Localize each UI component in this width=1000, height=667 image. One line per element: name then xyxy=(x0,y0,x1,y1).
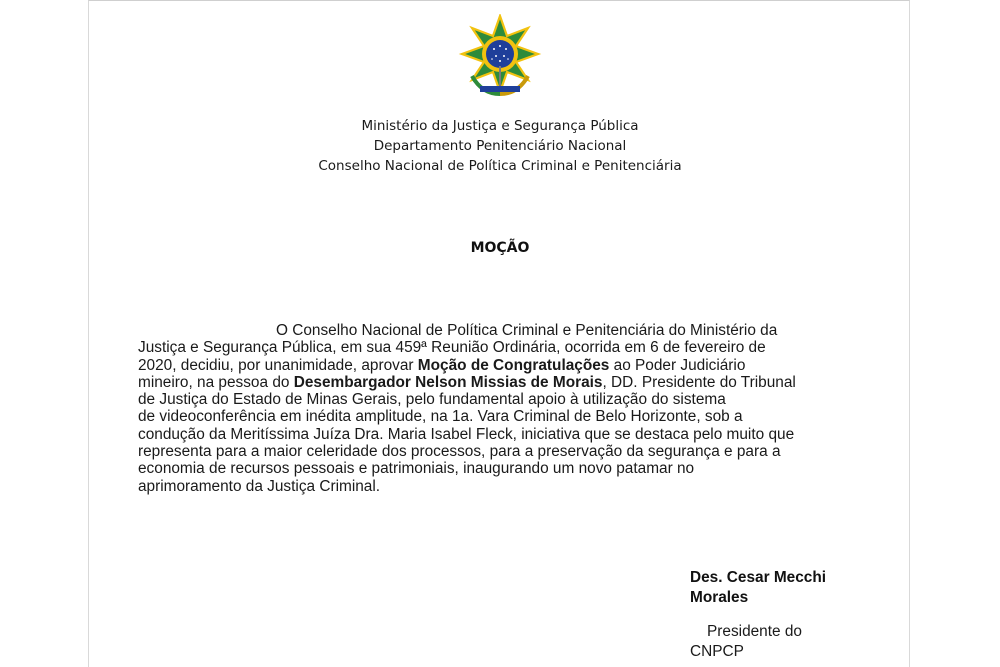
honoree-name: Desembargador Nelson Missias de Morais xyxy=(293,373,603,391)
emblem-disc xyxy=(486,40,514,68)
body-line: Justiça e Segurança Pública, em sua 459ª Reunião Ordinária, ocorrida em 6 de fevereiro de xyxy=(138,339,766,357)
body-line: 2020, decidiu, por unanimidade, aprovar Moção de Congratulações ao Poder Judiciário xyxy=(138,356,746,374)
document-header xyxy=(0,116,1000,176)
body-line: condução da Meritíssima Juíza Dra. Maria Isabel Fleck, iniciativa que se destaca pelo muito que xyxy=(138,425,795,443)
signatory-name: Des. Cesar Mecchi Morales xyxy=(690,569,827,606)
emblem-ribbon xyxy=(480,86,520,92)
body-line: de videoconferência em inédita amplitude, na 1a. Vara Criminal de Belo Horizonte, sob a xyxy=(138,408,743,426)
body-line: mineiro, na pessoa do Desembargador Nelson Missias de Morais, DD. Presidente do Tribunal xyxy=(138,373,796,391)
motion-name: Moção de Congratulações xyxy=(417,356,610,374)
document-title: MOÇÃO xyxy=(470,240,530,256)
signatory-role: Presidente do CNPCP xyxy=(690,623,802,660)
body-line: economia de recursos pessoais e patrimoniais, inaugurando um novo patamar no xyxy=(138,460,695,478)
header-ministry: Ministério da Justiça e Segurança Pública xyxy=(361,118,639,134)
document-body xyxy=(138,322,838,495)
body-line: representa para a maior celeridade dos processos, para a preservação da segurança e para a xyxy=(138,443,781,461)
body-line: O Conselho Nacional de Política Criminal e Penitenciária do Ministério da xyxy=(276,322,778,339)
header-department: Departamento Penitenciário Nacional xyxy=(373,138,627,154)
body-line: de Justiça do Estado de Minas Gerais, pelo fundamental apoio à utilização do sistema xyxy=(138,391,726,409)
header-council: Conselho Nacional de Política Criminal e Penitenciária xyxy=(318,158,682,174)
brazil-coat-of-arms-icon xyxy=(458,14,542,98)
body-line: aprimoramento da Justiça Criminal. xyxy=(138,477,381,495)
